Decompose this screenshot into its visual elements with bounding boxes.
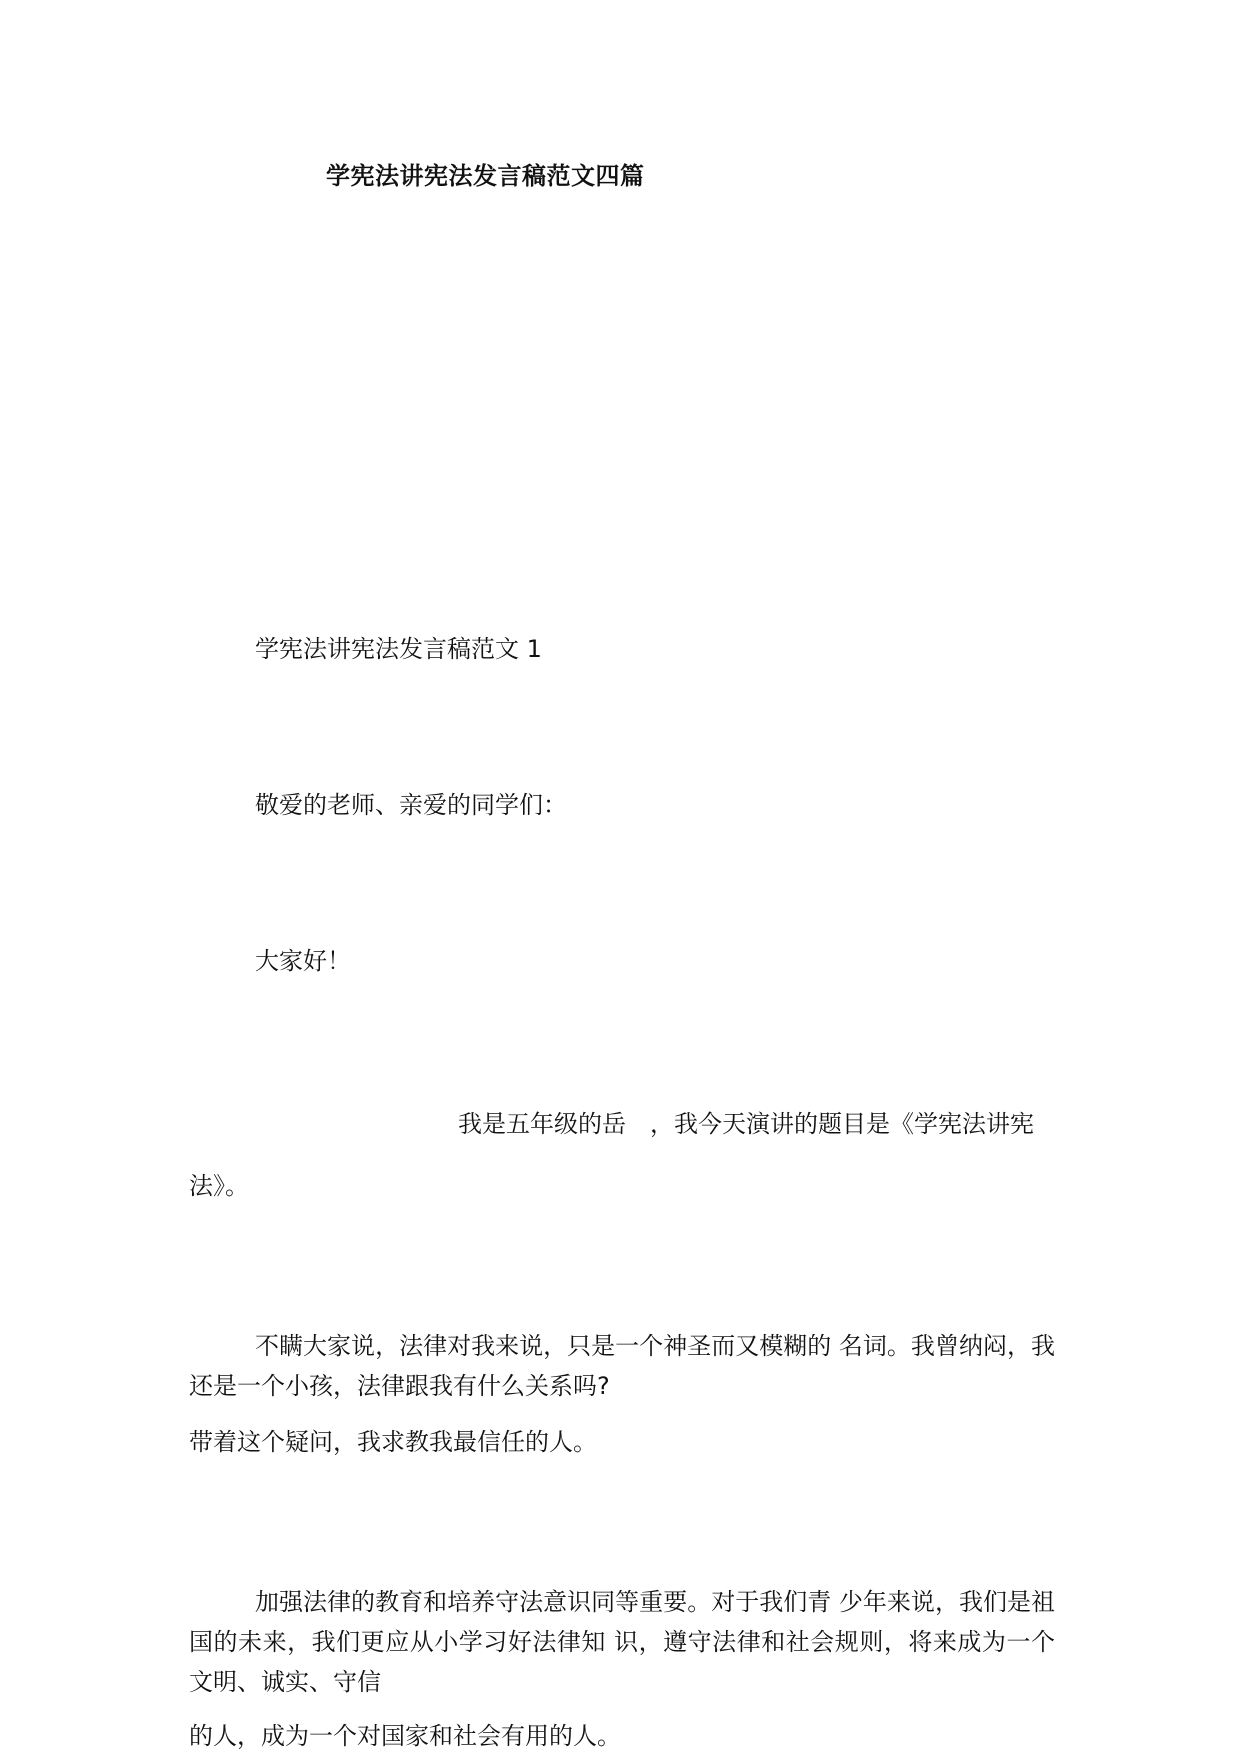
paragraph-1 bbox=[189, 1326, 1055, 1406]
paragraph-2-continued: 的人，成为一个对国家和社会有用的人。 bbox=[189, 1722, 621, 1750]
paragraph-1-text: 不瞒大家说，法律对我来说，只是一个神圣而又模糊的 名词。我曾纳闷，我还是一个小孩，法律跟我有什么关系吗? bbox=[189, 1332, 1055, 1400]
greeting: 大家好！ bbox=[255, 947, 351, 975]
paragraph-2 bbox=[189, 1582, 1055, 1702]
paragraph-1-continued: 带着这个疑问，我求教我最信任的人。 bbox=[189, 1428, 597, 1456]
salutation: 敬爱的老师、亲爱的同学们： bbox=[255, 791, 567, 819]
intro-line-2: 法》。 bbox=[189, 1172, 249, 1200]
intro-line-1: 我是五年级的岳 ，我今天演讲的题目是《学宪法讲宪 bbox=[458, 1110, 1034, 1138]
paragraph-2-text: 加强法律的教育和培养守法意识同等重要。对于我们青 少年来说，我们是祖国的未来，我们更应从小学习好法律知 识，遵守法律和社会规则，将来成为一个文明、诚实、守信 bbox=[189, 1588, 1055, 1696]
section-heading: 学宪法讲宪法发言稿范文 1 bbox=[255, 635, 542, 663]
document-title: 学宪法讲宪法发言稿范文四篇 bbox=[326, 162, 645, 190]
